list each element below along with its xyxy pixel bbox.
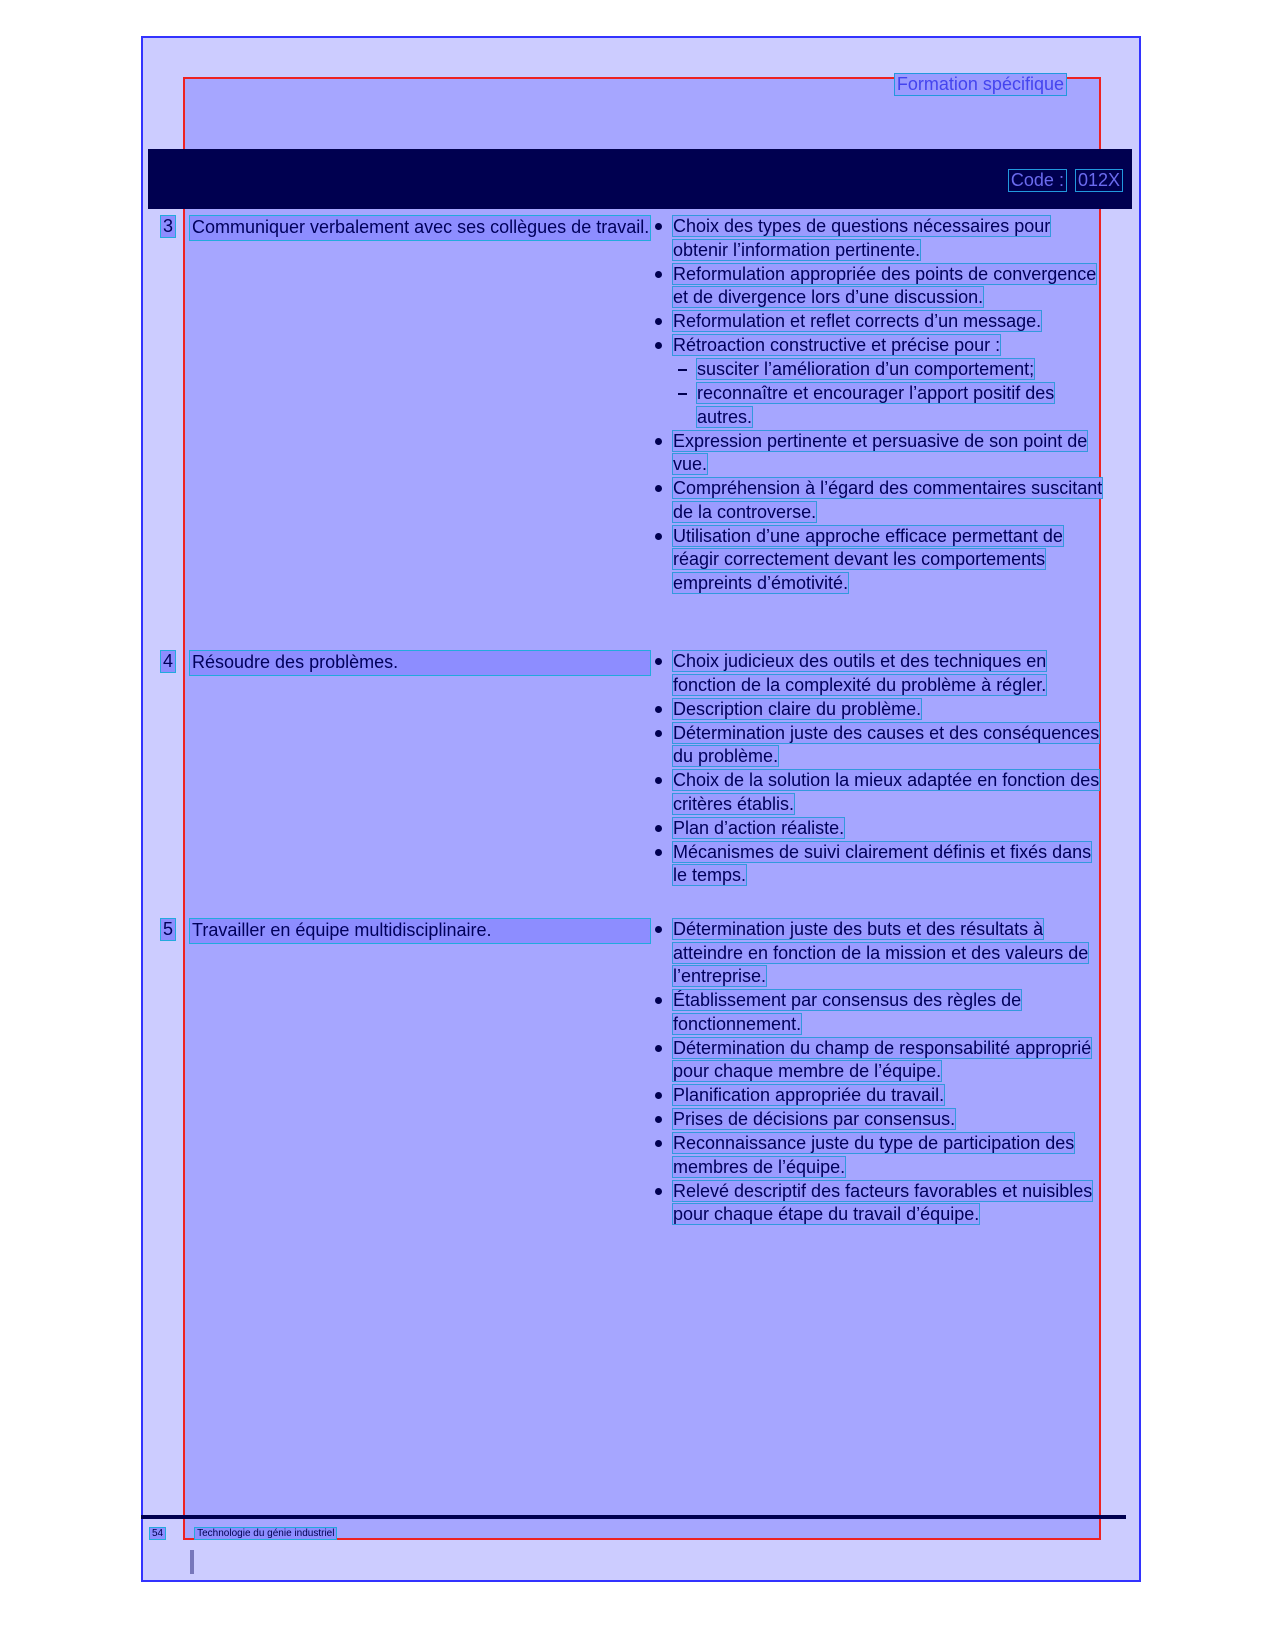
page-number: 54 <box>152 1528 164 1539</box>
criterion-item: Détermination juste des buts et des résultats à atteindre en fonction de la mission et des valeurs de l’entreprise. <box>653 918 1108 989</box>
criterion-item: Expression pertinente et persuasive de son point de vue. <box>653 430 1108 477</box>
criteria-list <box>653 650 1108 888</box>
page-footer <box>150 1528 336 1539</box>
criterion-item: Utilisation d’une approche efficace permettant de réagir correctement devant les comportements empreints d’émotivité. <box>653 525 1108 596</box>
criterion-item: Compréhension à l’égard des commentaires suscitant de la controverse. <box>653 477 1108 524</box>
competency-number: 3 <box>160 215 176 238</box>
competency-label: Travailler en équipe multidisciplinaire. <box>189 918 651 944</box>
code-value: 012X <box>1075 169 1123 192</box>
criterion-item: Prises de décisions par consensus. <box>653 1108 1108 1132</box>
criterion-item: Reconnaissance juste du type de participation des membres de l’équipe. <box>653 1132 1108 1179</box>
criterion-item: Relevé descriptif des facteurs favorables et nuisibles pour chaque étape du travail d’équipe. <box>653 1180 1108 1227</box>
criterion-item: Détermination du champ de responsabilité approprié pour chaque membre de l’équipe. <box>653 1037 1108 1084</box>
criterion-item: Établissement par consensus des règles de fonctionnement. <box>653 989 1108 1036</box>
footer-rule <box>141 1515 1126 1519</box>
criteria-list <box>653 918 1108 1227</box>
criterion-item: Planification appropriée du travail. <box>653 1084 1108 1108</box>
text-cursor <box>190 1550 194 1574</box>
criterion-item: Choix de la solution la mieux adaptée en fonction des critères établis. <box>653 769 1108 816</box>
program-name: Technologie du génie industriel <box>197 1528 335 1539</box>
competency-label: Résoudre des problèmes. <box>189 650 651 676</box>
criterion-subitem: susciter l’amélioration d’un comportement; <box>653 358 1108 382</box>
competency-number: 5 <box>160 918 176 941</box>
criterion-item: Choix judicieux des outils et des techniques en fonction de la complexité du problème à régler. <box>653 650 1108 697</box>
code-label: Code : <box>1008 169 1067 192</box>
competency-number: 4 <box>160 650 176 673</box>
criterion-item: Reformulation appropriée des points de convergence et de divergence lors d’une discussion. <box>653 263 1108 310</box>
criterion-item: Mécanismes de suivi clairement définis et fixés dans le temps. <box>653 841 1108 888</box>
header-title: Formation spécifique <box>894 73 1067 96</box>
criterion-item: Description claire du problème. <box>653 698 1108 722</box>
criterion-item: Rétroaction constructive et précise pour : <box>653 334 1108 358</box>
criterion-subitem: reconnaître et encourager l’apport positif des autres. <box>653 382 1108 429</box>
criterion-item: Détermination juste des causes et des conséquences du problème. <box>653 722 1108 769</box>
criterion-item: Plan d’action réaliste. <box>653 817 1108 841</box>
program-code <box>1008 169 1123 192</box>
header-band <box>148 149 1132 209</box>
criterion-item: Reformulation et reflet corrects d’un message. <box>653 310 1108 334</box>
criteria-list <box>653 215 1108 596</box>
criterion-item: Choix des types de questions nécessaires pour obtenir l’information pertinente. <box>653 215 1108 262</box>
competency-label: Communiquer verbalement avec ses collègues de travail. <box>189 215 651 241</box>
